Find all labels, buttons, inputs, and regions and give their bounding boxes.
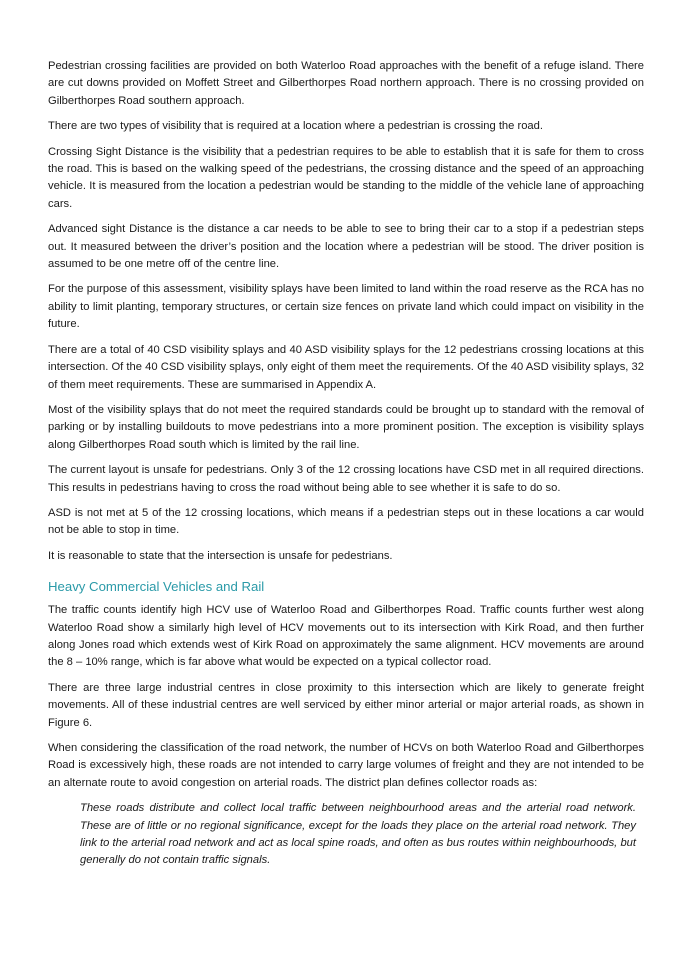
- collector-road-definition-quote: These roads distribute and collect local traffic between neighbourhood areas and the arterial road network. These are of little or no regional significance, except for the loads they place on the arterial road network. They link to the arterial road network and act as local spine roads, and often as bus routes within neighbourhoods, but generally do not contain traffic signals.: [80, 802, 636, 867]
- paragraph-crossing-sight-distance: Crossing Sight Distance is the visibility that a pedestrian requires to be able to establish that it is safe for them to cross the road. This is based on the walking speed of the pedestrians, the crossing distance and the speed of an approaching vehicle. It is measured from the location a pedestrian would be standing to the middle of the vehicle lane of approaching cars.: [48, 145, 644, 210]
- paragraph-layout-unsafe: The current layout is unsafe for pedestrians. Only 3 of the 12 crossing locations have CSD met in all required directions. This results in pedestrians having to cross the road without being able to see whether it is safe to do so.: [48, 464, 644, 494]
- section-heading-hcv-rail: Heavy Commercial Vehicles and Rail: [48, 579, 265, 595]
- paragraph-industrial-centres: There are three large industrial centres in close proximity to this intersection which are likely to generate freight movements. All of these industrial centres are well serviced by either minor arterial or major arterial roads, as shown in Figure 6.: [48, 681, 644, 729]
- paragraph-assessment-purpose: For the purpose of this assessment, visibility splays have been limited to land within the road reserve as the RCA has no ability to limit planting, temporary structures, or certain size fences on private land which could impact on visibility in the future.: [48, 283, 644, 331]
- document-page: [48, 58, 644, 870]
- paragraph-asd-not-met: ASD is not met at 5 of the 12 crossing locations, which means if a pedestrian steps out in these locations a car would not be able to stop in time.: [48, 506, 644, 537]
- paragraph-pedestrian-facilities: Pedestrian crossing facilities are provided on both Waterloo Road approaches with the benefit of a refuge island. There are cut downs provided on Moffett Street and Gilberthorpes Road northern approach. There is no crossing provided on Gilberthorpes Road southern approach.: [48, 60, 644, 107]
- paragraph-conclusion: It is reasonable to state that the intersection is unsafe for pedestrians.: [48, 549, 393, 562]
- paragraph-advanced-sight-distance: Advanced sight Distance is the distance a car needs to be able to see to bring their car to a stop if a pedestrian steps out. It measured between the driver’s position and the location where a pedestrian will be stood. The driver position is assumed to be one metre off of the centre line.: [48, 223, 644, 271]
- paragraph-traffic-counts: The traffic counts identify high HCV use of Waterloo Road and Gilberthorpes Road. Traffic counts further west along Waterloo Road show a similarly high level of HCV movements out to its intersection with Kirk Road, and then further along Jones road which extends west of Kirk Road on approximately the same alignment. HCV movements are around the 8 – 10% range, which is far above what would be expected on a typical collector road.: [48, 604, 644, 669]
- paragraph-splay-totals: There are a total of 40 CSD visibility splays and 40 ASD visibility splays for the 12 pedestrians crossing locations at this intersection. Of the 40 CSD visibility splays, only eight of them meet the requirements. Of the 40 ASD visibility splays, 32 of them meet requirements. These are summarised in Appendix A.: [48, 343, 644, 391]
- paragraph-splay-improvements: Most of the visibility splays that do not meet the required standards could be brought up to standard with the removal of parking or by installing buildouts to move pedestrians into a more prominent position. The exception is visibility splays along Gilberthorpes Road south which is limited by the rail line.: [48, 403, 644, 451]
- paragraph-visibility-types: There are two types of visibility that is required at a location where a pedestrian is crossing the road.: [48, 120, 543, 133]
- paragraph-road-classification: When considering the classification of the road network, the number of HCVs on both Waterloo Road and Gilberthorpes Road is excessively high, these roads are not intended to carry large volumes of freight and they are not intended to be an alternate route to avoid congestion on arterial roads. The district plan defines collector roads as:: [48, 742, 644, 789]
